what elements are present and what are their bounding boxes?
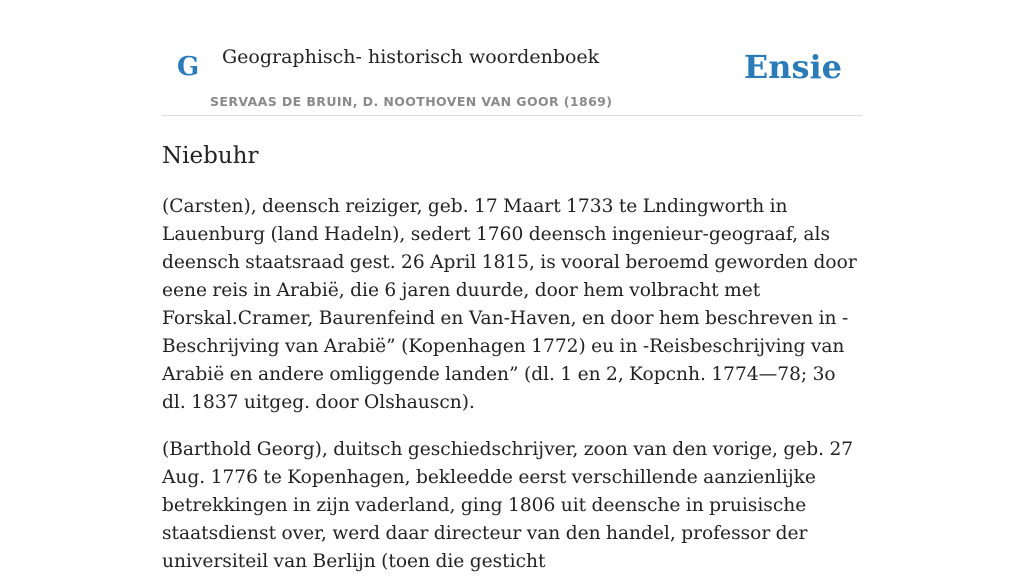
entry-title: Niebuhr <box>162 143 259 169</box>
book-authors: SERVAAS DE BRUIN, D. NOOTHOVEN VAN GOOR (1869) <box>210 94 613 109</box>
book-title-link[interactable]: Geographisch- historisch woordenboek <box>222 46 600 68</box>
page <box>162 0 862 572</box>
entry-paragraph: (Carsten), deensch reiziger, geb. 17 Maart 1733 te Lndingworth in Lauenburg (land Hadeln), sedert 1760 deensch ingenieur-geograaf, als deensch staatsraad gest. 26 April 1815, is vooral beroemd geworden door eene reis in Arabië, die 6 jaren duurde, door hem volbracht met Forskal.Cramer, Baurenfeind en Van-Haven, en door hem beschreven in -Beschrijving van Arabië” (Kopenhagen 1772) eu in -Reisbeschrijving van Arabië en andere omliggende landen” (dl. 1 en 2, Kopcnh. 1774—78; 3o dl. 1837 uitgeg. door Olshauscn). <box>162 196 857 413</box>
ensie-logo-link[interactable]: Ensie <box>743 48 842 86</box>
book-header <box>162 0 862 116</box>
book-logo-icon[interactable]: G <box>177 52 200 82</box>
entry-paragraph: (Barthold Georg), duitsch geschiedschrijver, zoon van den vorige, geb. 27 Aug. 1776 te Kopenhagen, bekleedde eerst verschillende aanzienlijke betrekkingen in zijn vaderland, ging 1806 uit deensche in pruisische staatsdienst over, werd daar directeur van den handel, professor der universiteil van Berlijn (toen die gesticht <box>162 439 854 572</box>
entry-body <box>162 193 862 576</box>
